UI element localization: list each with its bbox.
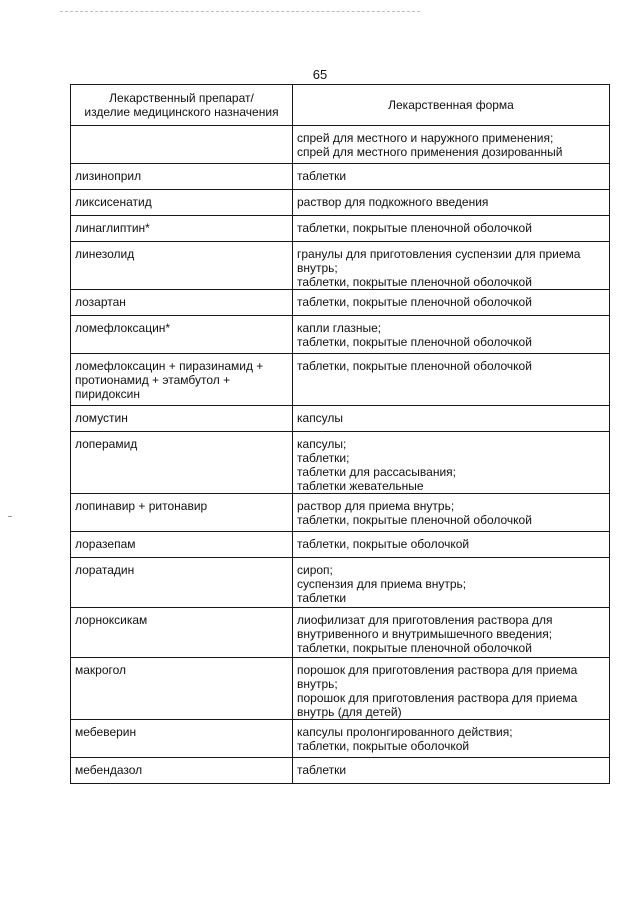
drug-name-cell: мебендазол [71,758,293,784]
drug-name-cell [71,126,293,164]
drug-name-cell: лозартан [71,290,293,316]
drug-name-cell: ликсисенатид [71,190,293,216]
dosage-form-cell: капли глазные; таблетки, покрытые пленочной оболочкой [293,316,610,354]
dosage-form-cell: гранулы для приготовления суспензии для приема внутрь; таблетки, покрытые пленочной оболочкой [293,242,610,290]
table-row [71,608,610,658]
table-row [71,354,610,406]
drug-name-cell: макрогол [71,658,293,720]
drug-table [70,84,610,784]
dosage-form-cell: капсулы [293,406,610,432]
dosage-form-cell: раствор для подкожного введения [293,190,610,216]
dosage-form-cell: порошок для приготовления раствора для приема внутрь; порошок для приготовления раствора для приема внутрь (для детей) [293,658,610,720]
table-row [71,190,610,216]
dosage-form-cell: таблетки [293,758,610,784]
drug-name-cell: лоразепам [71,532,293,558]
table-header-row [71,85,610,126]
dosage-form-cell: лиофилизат для приготовления раствора для внутривенного и внутримышечного введения; таблетки, покрытые пленочной оболочкой [293,608,610,658]
dosage-form-cell: капсулы пролонгированного действия; таблетки, покрытые оболочкой [293,720,610,758]
drug-name-cell: лоперамид [71,432,293,494]
scan-artifact-mark [8,516,12,517]
table-row [71,316,610,354]
drug-name-cell: ломустин [71,406,293,432]
drug-name-cell: ломефлоксацин + пиразинамид + протионамид + этамбутол + пиридоксин [71,354,293,406]
drug-name-cell: мебеверин [71,720,293,758]
table-row [71,720,610,758]
scan-artifact-line [60,11,420,12]
table-row [71,494,610,532]
table-row [71,126,610,164]
dosage-form-cell: капсулы; таблетки; таблетки для рассасывания; таблетки жевательные [293,432,610,494]
dosage-form-cell: раствор для приема внутрь; таблетки, покрытые пленочной оболочкой [293,494,610,532]
table-row [71,242,610,290]
drug-name-cell: лоратадин [71,558,293,608]
dosage-form-cell: таблетки, покрытые пленочной оболочкой [293,216,610,242]
table-row [71,532,610,558]
table-row [71,558,610,608]
table-row [71,406,610,432]
table-row [71,432,610,494]
drug-name-cell: линаглиптин* [71,216,293,242]
drug-name-cell: ломефлоксацин* [71,316,293,354]
dosage-form-cell: таблетки [293,164,610,190]
table-body [71,126,610,784]
dosage-form-cell: сироп; суспензия для приема внутрь; таблетки [293,558,610,608]
drug-name-cell: линезолид [71,242,293,290]
dosage-form-cell: спрей для местного и наружного применения; спрей для местного применения дозированный [293,126,610,164]
table-row [71,658,610,720]
table-row [71,216,610,242]
drug-name-cell: лизиноприл [71,164,293,190]
drug-name-cell: лопинавир + ритонавир [71,494,293,532]
dosage-form-cell: таблетки, покрытые пленочной оболочкой [293,354,610,406]
table-row [71,290,610,316]
table-row [71,164,610,190]
dosage-form-cell: таблетки, покрытые оболочкой [293,532,610,558]
header-form: Лекарственная форма [293,85,610,126]
page-number: 65 [312,67,328,82]
header-drug: Лекарственный препарат/ изделие медицинского назначения [71,85,293,126]
table-row [71,758,610,784]
dosage-form-cell: таблетки, покрытые пленочной оболочкой [293,290,610,316]
drug-name-cell: лорноксикам [71,608,293,658]
